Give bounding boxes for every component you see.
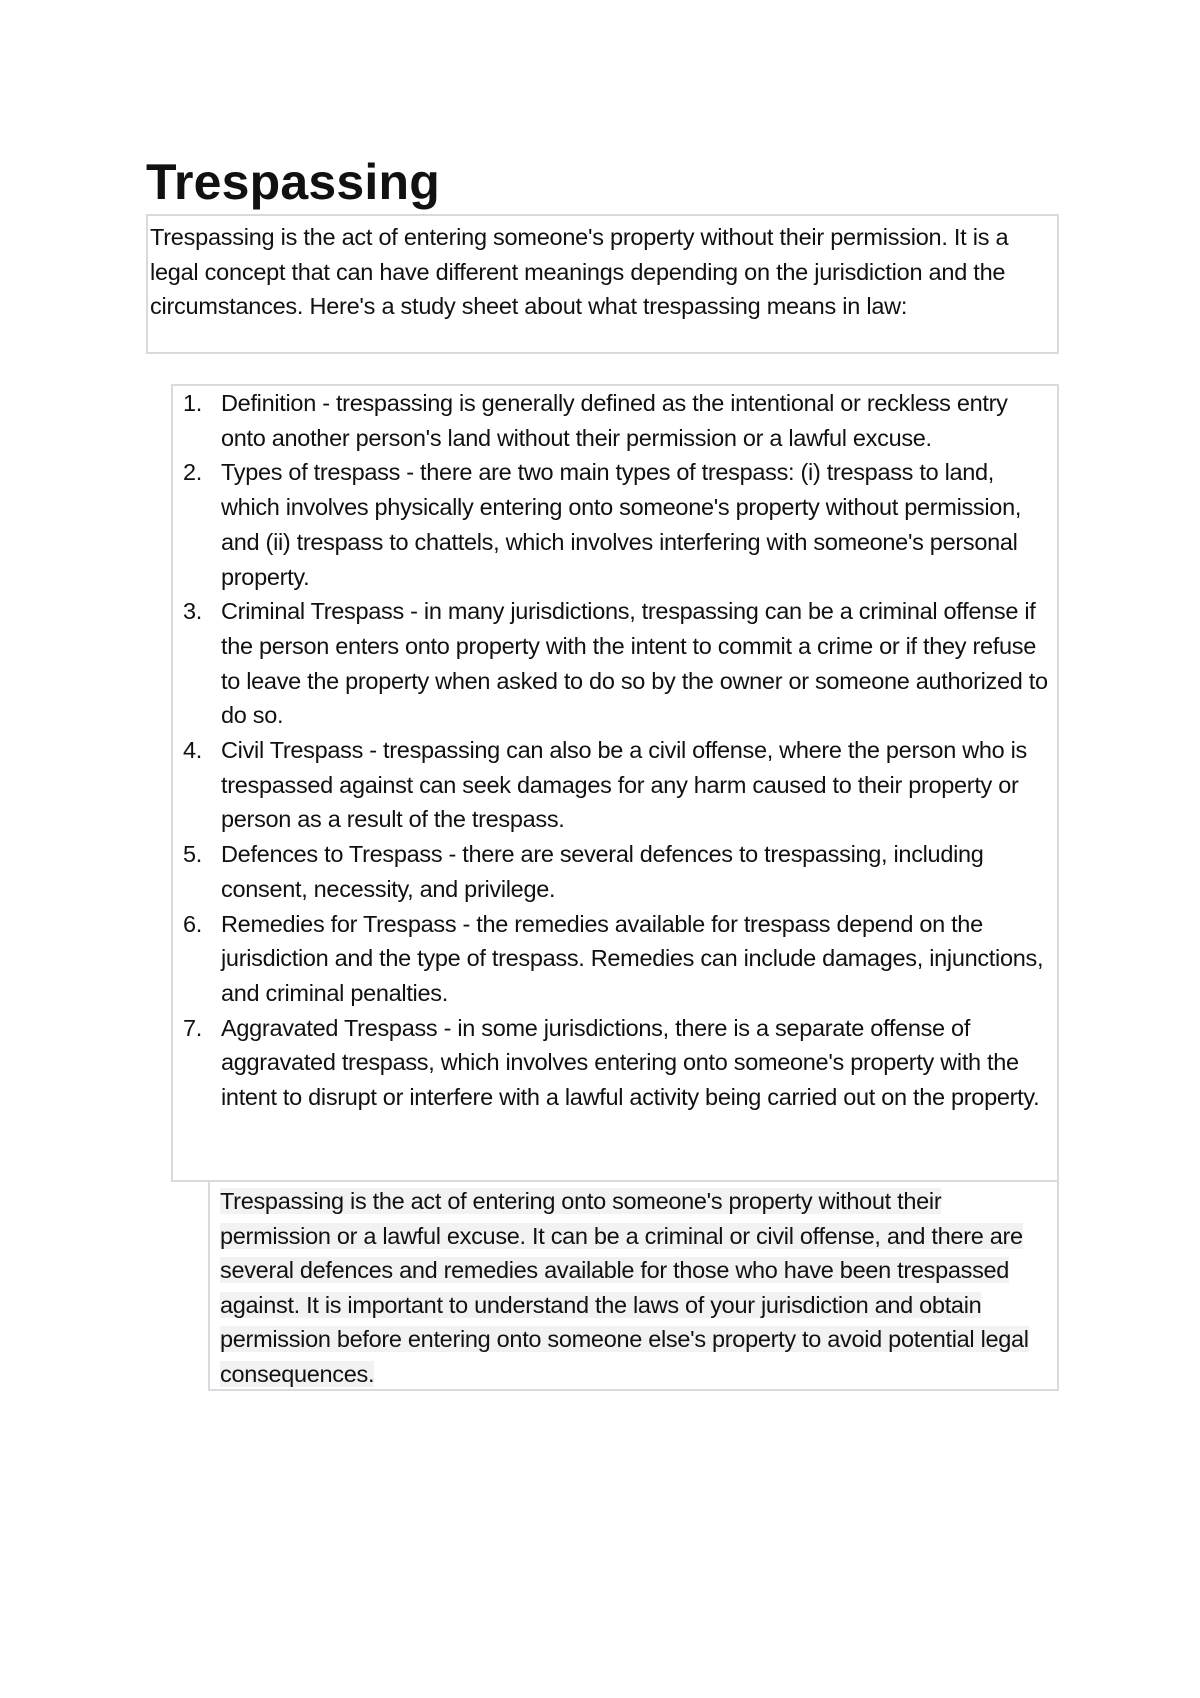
list-item [173,837,1058,906]
list-item-number: 7. [183,1014,202,1041]
list-item-text: Criminal Trespass - in many jurisdictions, trespassing can be a criminal offense if the person enters onto property with the intent to commit a crime or if they refuse to leave the property when asked to do so by the owner or someone authorized to do so. [221,598,1048,729]
intro-paragraph: Trespassing is the act of entering someone's property without their permission. It is a legal concept that can have different meanings depending on the jurisdiction and the circumstances. Here's a study sheet about what trespassing means in law: [150,224,1009,319]
list-item-number: 4. [183,737,202,764]
list-item-text: Definition - trespassing is generally defined as the intentional or reckless entry onto another person's land without their permission or a lawful excuse. [221,390,1008,451]
list-item-text: Types of trespass - there are two main types of trespass: (i) trespass to land, which involves physically entering onto someone's property without permission, and (ii) trespass to chattels, which involves interfering with someone's personal property. [221,459,1022,590]
summary-text-box [208,1182,1059,1391]
list-item [173,1011,1058,1115]
list-item-number: 5. [183,841,202,868]
list-item-text: Defences to Trespass - there are several defences to trespassing, including consent, necessity, and privilege. [221,841,984,902]
list-item-number: 6. [183,910,202,937]
list-item-text: Aggravated Trespass - in some jurisdictions, there is a separate offense of aggravated trespass, which involves entering onto someone's property with the intent to disrupt or interfere with a lawful activity being carried out on the property. [221,1014,1040,1111]
list-item [173,386,1058,455]
study-sheet-list [173,386,1058,1115]
numbered-list-box [171,384,1059,1182]
summary-paragraph [220,1184,1055,1392]
list-item [173,455,1058,594]
list-item-number: 2. [183,459,202,486]
intro-text-box [146,214,1059,354]
list-item [173,594,1058,733]
page-title: Trespassing [146,154,440,210]
list-item-text: Civil Trespass - trespassing can also be a civil offense, where the person who is trespassed against can seek damages for any harm caused to their property or person as a result of the trespass. [221,737,1028,833]
list-item [173,733,1058,837]
list-item [173,907,1058,1011]
list-item-number: 1. [183,390,202,416]
list-item-text: Remedies for Trespass - the remedies available for trespass depend on the jurisdiction and the type of trespass. Remedies can include damages, injunctions, and criminal penalties. [221,910,1044,1006]
summary-text: Trespassing is the act of entering onto someone's property without their permission or a lawful excuse. It can be a criminal or civil offense, and there are several defences and remedies available for those who have been trespassed against. It is important to understand the laws of your jurisdiction and obtain permission before entering onto someone else's property to avoid potential legal consequences. [220,1188,1029,1387]
list-item-number: 3. [183,598,202,625]
